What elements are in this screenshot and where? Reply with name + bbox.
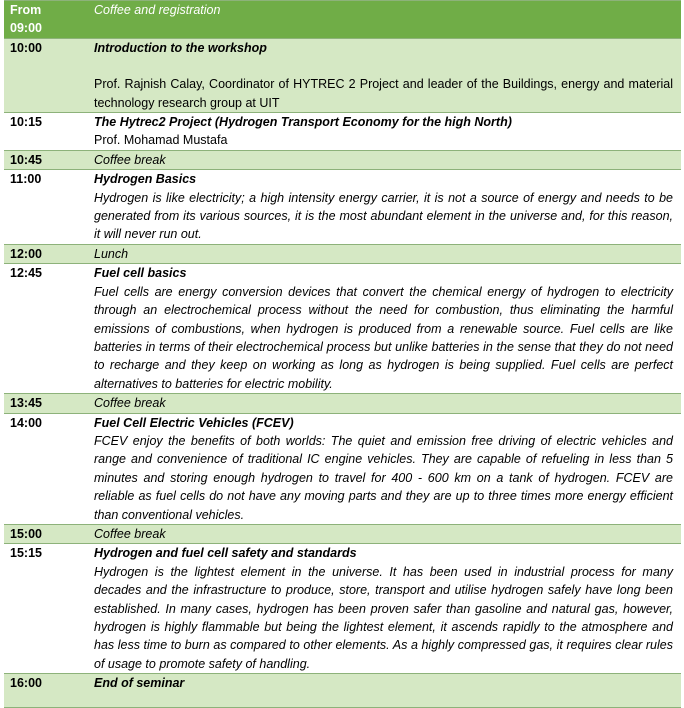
session-title: Coffee break: [94, 526, 166, 541]
session-title: Coffee break: [94, 396, 166, 411]
agenda-row: [4, 150, 681, 169]
agenda-row: [4, 413, 681, 524]
content-cell: [86, 413, 681, 524]
time-cell: 11:00: [4, 170, 86, 245]
agenda-row: [4, 170, 681, 245]
time-label: From 09:00: [10, 3, 42, 36]
time-cell: 12:00: [4, 244, 86, 263]
time-cell: 12:45: [4, 264, 86, 394]
content-cell: [86, 170, 681, 245]
session-description: Hydrogen is the lightest element in the universe. It has been used in industrial process for many decades and the infrastructure to produce, store, transport and utilise hydrogen safely have long been established. In many cases, hydrogen has been proven safer than gasoline and natural gas, however, hydrogen is highly flammable but being the lightest element, it ascends rapidly to the atmosphere and has less time to burn as compared to other elements. As a highly compressed gas, it requires clear rules of usage to promote safety of handling.: [94, 564, 673, 671]
time-cell: 10:15: [4, 113, 86, 151]
session-title: Hydrogen and fuel cell safety and standards: [94, 546, 357, 561]
agenda-row: [4, 1, 681, 39]
time-cell: 15:00: [4, 524, 86, 543]
agenda-row: [4, 674, 681, 707]
content-cell: [86, 394, 681, 413]
content-cell: [86, 544, 681, 674]
content-cell: [86, 264, 681, 394]
agenda-row: [4, 544, 681, 674]
time-cell: 10:00: [4, 38, 86, 112]
agenda-row: [4, 38, 681, 112]
session-title: Coffee and registration: [94, 3, 221, 17]
time-cell: 14:00: [4, 413, 86, 524]
content-cell: [86, 244, 681, 263]
session-title: Fuel Cell Electric Vehicles (FCEV): [94, 415, 294, 430]
time-cell: 16:00: [4, 674, 86, 707]
time-cell: [4, 1, 86, 39]
content-cell: [86, 150, 681, 169]
agenda-row: [4, 113, 681, 151]
session-description: Hydrogen is like electricity; a high intensity energy carrier, it is not a source of energy and needs to be generated from its various sources, it is the most abundant element in the universe and, for this reason, it will never run out.: [94, 190, 673, 242]
time-cell: 10:45: [4, 150, 86, 169]
time-cell: 15:15: [4, 544, 86, 674]
session-title: Introduction to the workshop: [94, 40, 267, 55]
content-cell: [86, 38, 681, 112]
session-title: Hydrogen Basics: [94, 172, 197, 187]
agenda-table: [4, 0, 681, 708]
content-cell: [86, 524, 681, 543]
agenda-row: [4, 394, 681, 413]
content-cell: [86, 674, 681, 707]
agenda-row: [4, 264, 681, 394]
session-description: Fuel cells are energy conversion devices that convert the chemical energy of hydrogen to electricity through an electrochemical process without the need for combustion, thus eliminating the harmful emissions of combustions, when hydrogen is produced from a renewable source. Fuel cells are like batteries in terms of their electrochemical process but unlike batteries in the sense that they do not need to recharge and they keep on working as long as hydrogen is being supplied. Fuel cells are perfect alternatives to batteries for electric mobility.: [94, 284, 673, 391]
content-cell: [86, 113, 681, 151]
time-cell: 13:45: [4, 394, 86, 413]
session-title: Lunch: [94, 246, 129, 261]
session-title: The Hytrec2 Project (Hydrogen Transport Economy for the high North): [94, 115, 512, 130]
session-title: End of seminar: [94, 676, 185, 691]
agenda-row: [4, 244, 681, 263]
session-speaker: Prof. Mohamad Mustafa: [94, 133, 228, 148]
session-description: FCEV enjoy the benefits of both worlds: The quiet and emission free driving of electric vehicles and range and convenience of traditional IC engine vehicles. They are capable of refueling in less than 5 minutes and storing enough hydrogen to travel for 400 - 600 km on a tank of hydrogen. FCEV are reliable as fuel cells do not have any moving parts and they are up to three times more energy efficient than conventional vehicles.: [94, 433, 673, 522]
content-cell: [86, 1, 681, 39]
session-title: Fuel cell basics: [94, 266, 187, 281]
session-speaker: Prof. Rajnish Calay, Coordinator of HYTREC 2 Project and leader of the Buildings, energy and material technology research group at UIT: [94, 77, 673, 110]
agenda-row: [4, 524, 681, 543]
session-title: Coffee break: [94, 152, 166, 167]
